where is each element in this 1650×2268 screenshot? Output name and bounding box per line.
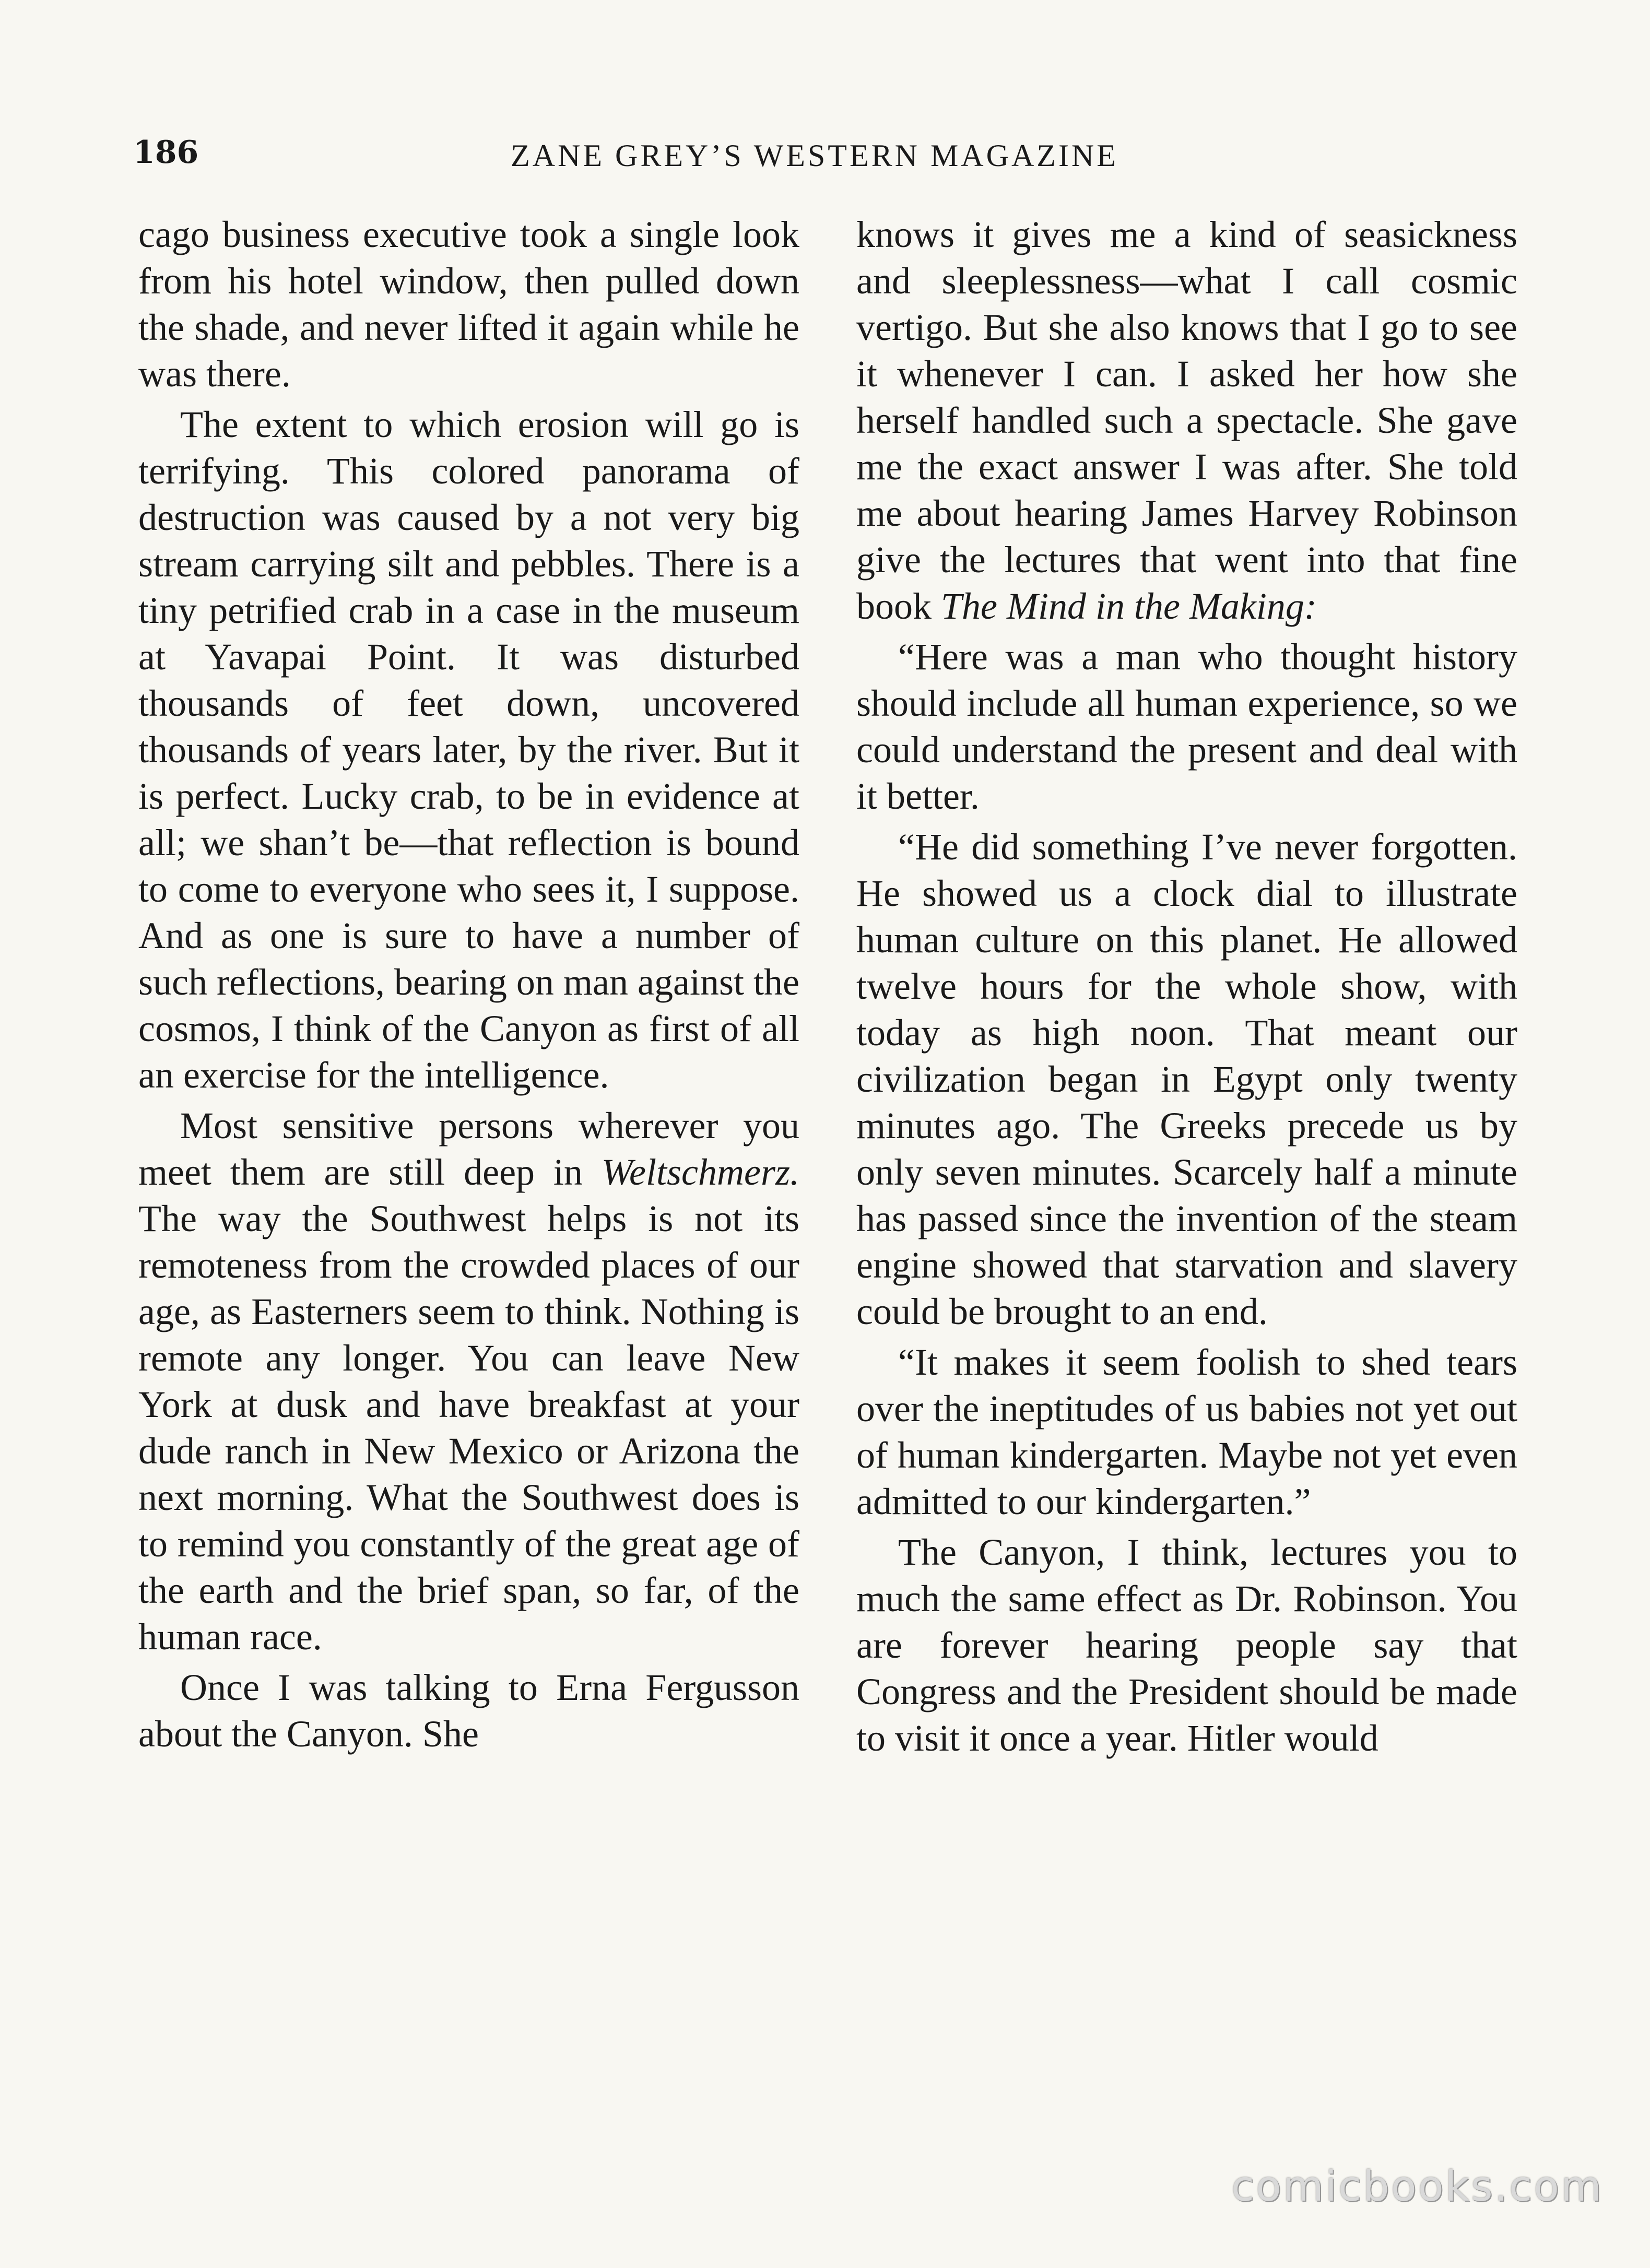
running-head: ZANE GREY’S WESTERN MAGAZINE <box>511 138 1118 173</box>
paragraph: “It makes it seem foolish to shed tears over the ineptitudes of us babies not yet out of human kindergarten. Maybe not yet even admitted to our kindergarten.” <box>856 1341 1517 1522</box>
page-number: 186 <box>133 134 199 171</box>
paragraph: The extent to which erosion will go is terrifying. This colored panorama of destruction was caused by a not very big stream carrying silt and pebbles. There is a tiny petrified crab in a case in the museum at Yavapai Point. It was disturbed thousands of feet down, uncovered thousands of years later, by the river. But it is perfect. Lucky crab, to be in evidence at all; we shan’t be—that reflection is bound to come to everyone who sees it, I suppose. And as one is sure to have a number of such reflections, bearing on man against the cosmos, I think of the Canyon as first of all an exercise for the intelligence. <box>138 404 799 1096</box>
paragraph-text: Most sensitive persons wherever you meet them are still deep in <box>138 1105 799 1193</box>
left-column <box>138 211 799 1762</box>
paragraph <box>856 211 1517 630</box>
paragraph-text: knows it gives me a kind of seasickness and sleeplessness—what I call cosmic vertigo. But she also knows that I go to see it whenever I can. I asked her how she herself handled such a spectacle. She gave me the exact answer I was after. She told me about hearing James Harvey Robinson give the lectures that went into that fine book <box>856 214 1517 627</box>
paragraph: The Canyon, I think, lectures you to much the same effect as Dr. Robinson. You are forever hearing people say that Congress and the President should be made to visit it once a year. Hitler would <box>856 1531 1517 1759</box>
paragraph <box>138 1103 799 1660</box>
paragraph: “He did something I’ve never forgotten. He showed us a clock dial to illustrate human culture on this planet. He allowed twelve hours for the whole show, with today as high noon. That meant our civilization began in Egypt only twenty minutes ago. The Greeks precede us by only seven minutes. Scarcely half a minute has passed since the invention of the steam engine showed that starvation and slavery could be brought to an end. <box>856 826 1517 1332</box>
paragraph: Once I was talking to Erna Fergusson about the Canyon. She <box>138 1667 799 1755</box>
italic-term: Weltschmerz. <box>601 1151 799 1193</box>
paragraph: “Here was a man who thought history should include all human experience, so we could understand the present and deal with it better. <box>856 636 1517 817</box>
paragraph: cago business executive took a single look from his hotel window, then pulled down the shade, and never lifted it again while he was there. <box>138 214 799 395</box>
paragraph-text: The way the Southwest helps is not its remoteness from the crowded places of our age, as Easterners seem to think. Nothing is remote any longer. You can leave New York at dusk and have breakfast at your dude ranch in New Mexico or Arizona the next morning. What the Southwest does is to remind you constantly of the great age of the earth and the brief span, so far, of the human race. <box>138 1198 799 1658</box>
book-title: The Mind in the Making: <box>941 585 1317 627</box>
watermark: comicbooks.com <box>1231 2162 1603 2211</box>
right-column <box>856 211 1517 1766</box>
